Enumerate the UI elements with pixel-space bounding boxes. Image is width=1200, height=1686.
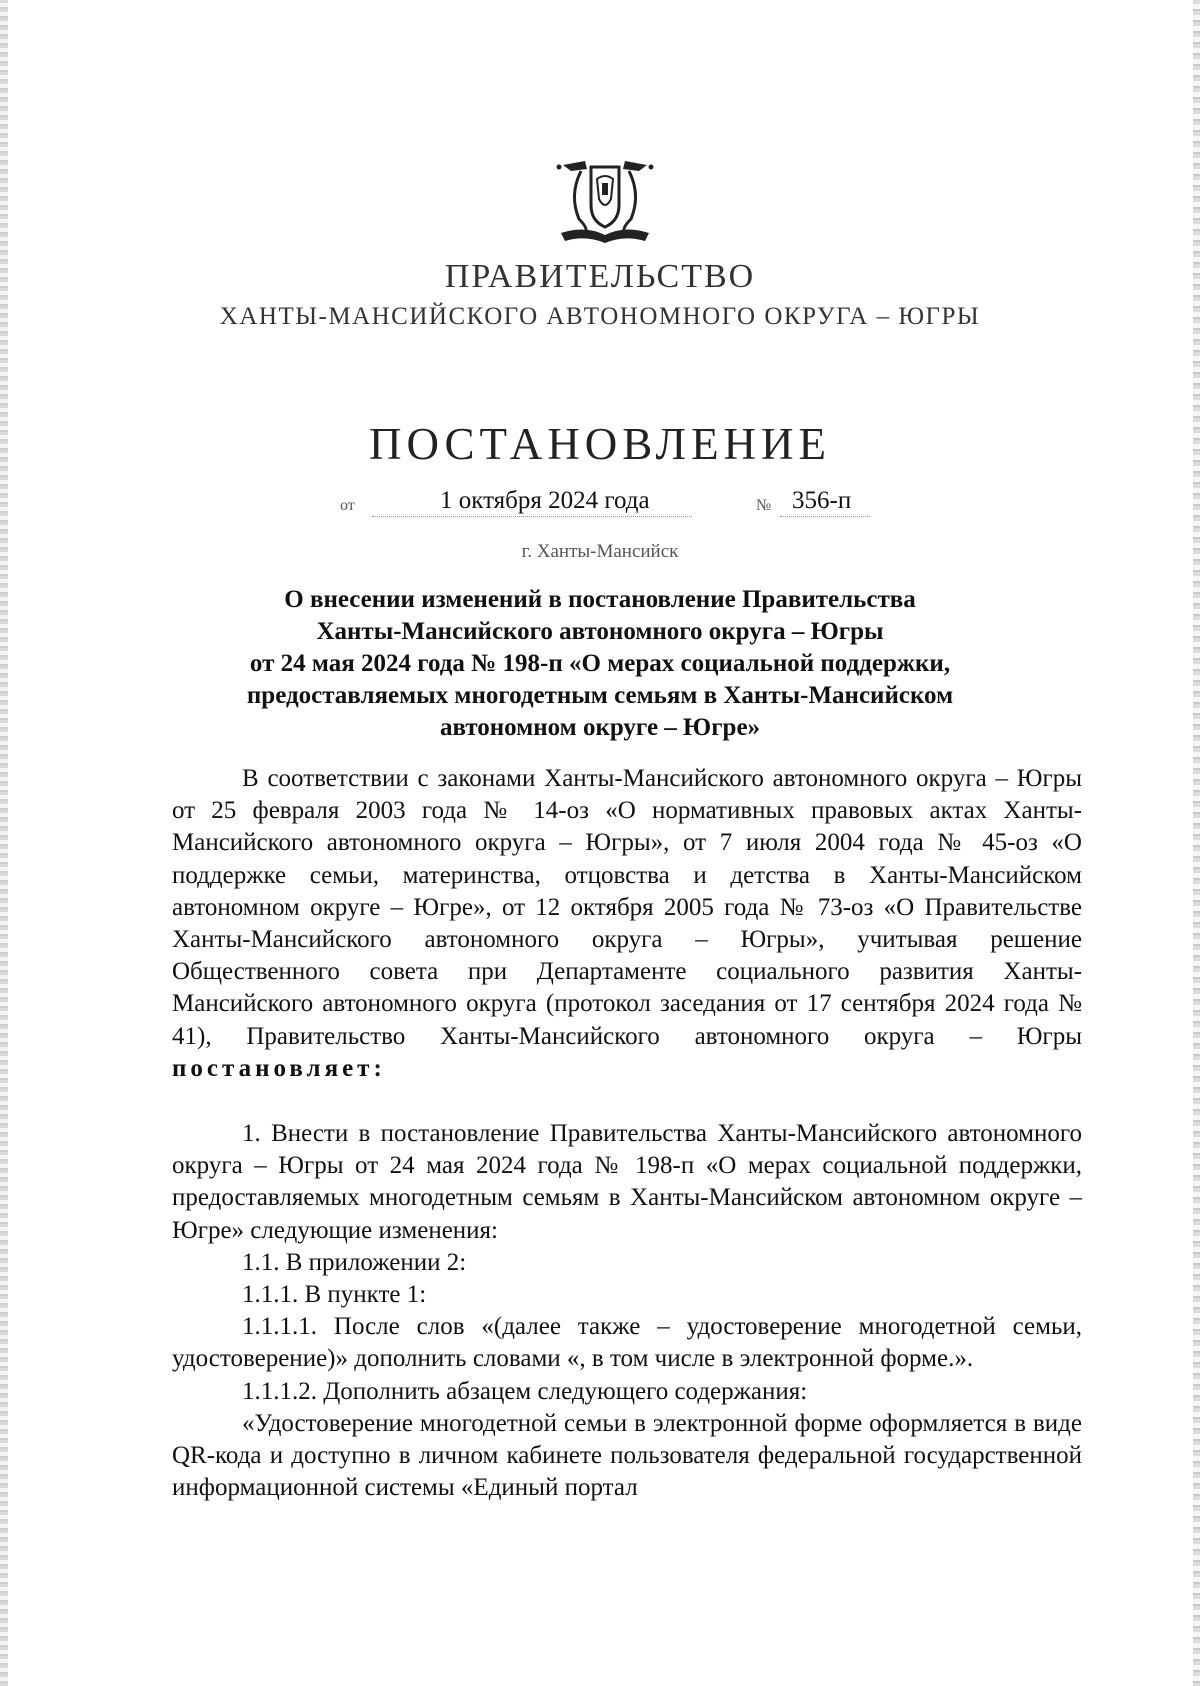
heading-line: предоставляемых многодетным семьям в Ханты-Мансийском bbox=[246, 682, 954, 709]
date-prefix: от bbox=[340, 497, 355, 514]
body-paragraph: 1.1.1.1. После слов «(далее также – удостоверение многодетной семьи, удостоверение)» дополнить словами «, в том числе в электронной форме.». bbox=[172, 1313, 1082, 1373]
heading-line: О внесении изменений в постановление Правительства bbox=[284, 586, 916, 613]
government-title: ПРАВИТЕЛЬСТВО bbox=[444, 258, 756, 295]
date-number-row bbox=[0, 485, 1200, 521]
number-underline bbox=[780, 516, 870, 517]
body-paragraph: 1. Внести в постановление Правительства Ханты-Мансийского автономного округа – Югры от 24 мая 2024 года № 198-п «О мерах социальной поддержки, предоставляемых многодетным семьям в Ханты-Мансийском автономном округе – Югре» следующие изменения: bbox=[172, 1120, 1082, 1244]
heading-line: автономном округе – Югре» bbox=[439, 714, 761, 741]
preamble-paragraph bbox=[172, 763, 1082, 1085]
document-number: 356-п bbox=[792, 487, 852, 514]
decree-word: постановляет: bbox=[172, 1054, 386, 1082]
document-heading bbox=[160, 584, 1040, 744]
preamble-text: В соответствии с законами Ханты-Мансийского автономного округа – Югры от 25 февраля 2003 года № 14-оз «О нормативных правовых актах Ханты-Мансийского автономного округа – Югры», от 7 июля 2004 года № 45-оз «О поддержке семьи, материнства, отцовства и детства в Ханты-Мансийском автономном округе – Югре», от 12 октября 2005 года № 73-оз «О Правительстве Ханты-Мансийского автономного округа – Югры», учитывая решение Общественного совета при Департаменте социального развития Ханты-Мансийского автономного округа (протокол заседания от 17 сентября 2024 года № 41), Правительство Ханты-Мансийского автономного округа – Югры bbox=[172, 765, 1082, 1050]
document-body bbox=[172, 763, 1082, 1504]
number-prefix: № bbox=[756, 497, 772, 514]
body-paragraph: 1.1.1.2. Дополнить абзацем следующего содержания: bbox=[242, 1377, 808, 1405]
coat-of-arms-emblem bbox=[545, 155, 665, 245]
document-date: 1 октября 2024 года bbox=[440, 487, 650, 514]
scan-edge-right bbox=[1193, 0, 1200, 1686]
heading-line: от 24 мая 2024 года № 198-п «О мерах социальной поддержки, bbox=[249, 650, 951, 677]
region-subtitle: ХАНТЫ-МАНСИЙСКОГО АВТОНОМНОГО ОКРУГА – ЮГРЫ bbox=[219, 303, 981, 330]
body-paragraph: 1.1.1. В пункте 1: bbox=[242, 1281, 427, 1309]
body-paragraph: 1.1. В приложении 2: bbox=[242, 1248, 467, 1276]
document-type: ПОСТАНОВЛЕНИЕ bbox=[368, 419, 832, 469]
body-paragraph: «Удостоверение многодетной семьи в электронной форме оформляется в виде QR-кода и доступно в личном кабинете пользователя федеральной государственной информационной системы «Единый портал bbox=[172, 1409, 1082, 1502]
scan-edge-left bbox=[0, 0, 8, 1686]
date-underline bbox=[372, 516, 692, 517]
city: г. Ханты-Мансийск bbox=[521, 541, 679, 562]
heading-line: Ханты-Мансийского автономного округа – Югры bbox=[316, 618, 884, 645]
